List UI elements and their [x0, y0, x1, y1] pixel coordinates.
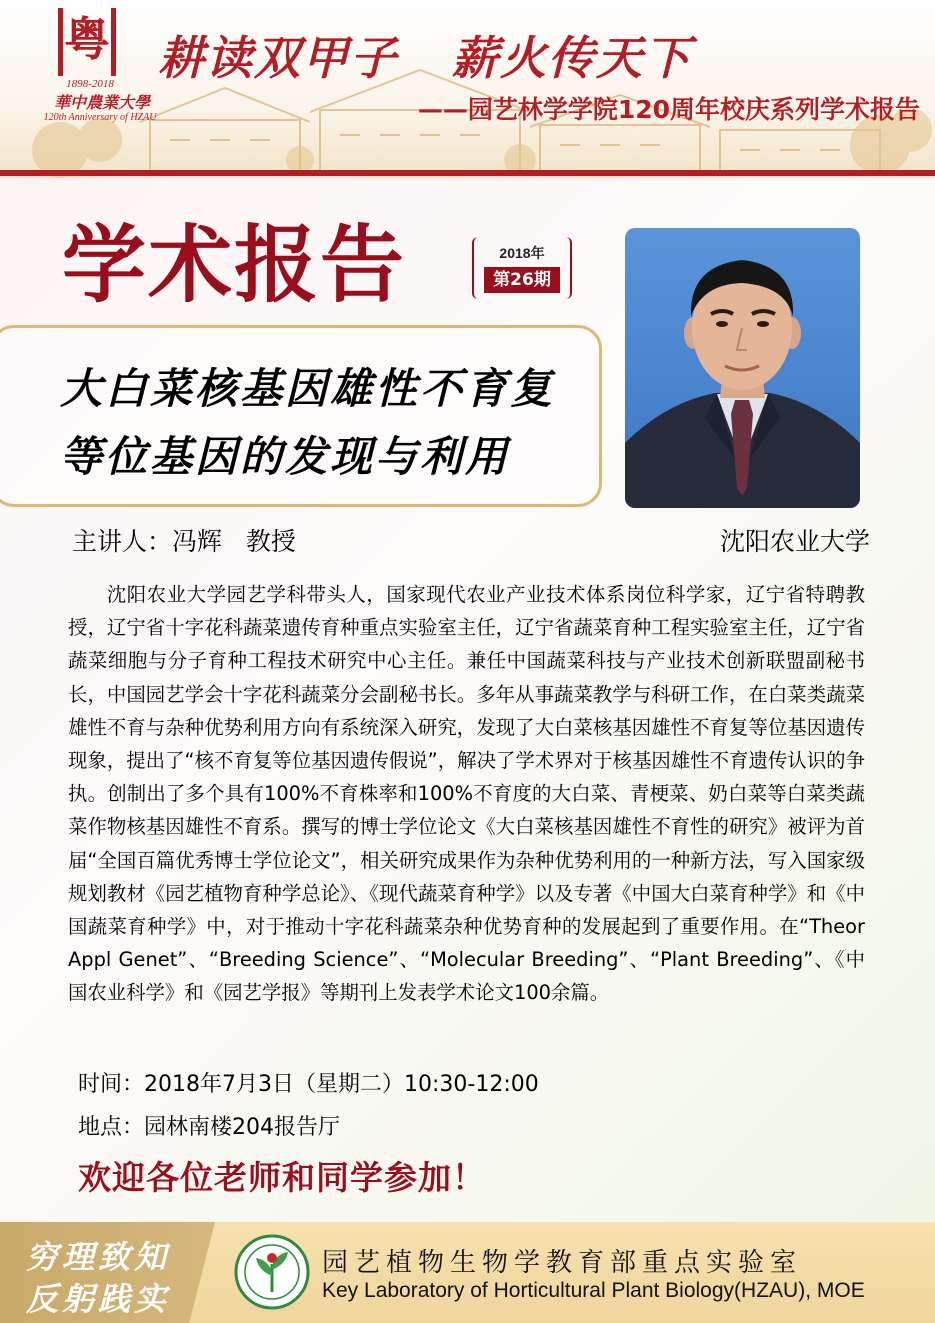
- header-divider: [0, 170, 935, 176]
- issue-number: 第26期: [484, 267, 560, 293]
- lecture-topic-line-2: 等位基因的发现与利用: [60, 432, 511, 481]
- speaker-portrait-illustration: [625, 228, 860, 508]
- university-seal-icon: 粤: [58, 8, 116, 76]
- issue-badge: [472, 237, 572, 299]
- logo-years: 1898-2018: [66, 78, 114, 90]
- motto-line-2: 反躬践实: [26, 1280, 171, 1318]
- logo-anniversary-text: 120th Anniversary of HZAU: [43, 112, 157, 123]
- speaker-affiliation: 沈阳农业大学: [719, 527, 870, 556]
- event-location: 地点：园林南楼204报告厅: [78, 1115, 340, 1140]
- event-time: 时间：2018年7月3日（星期二）10:30-12:00: [78, 1072, 539, 1097]
- header-banner: [0, 0, 935, 178]
- lecture-topic-line-1: 大白菜核基因雄性不育复: [60, 364, 556, 413]
- page-title: 学术报告: [62, 216, 407, 314]
- issue-year: 2018年: [499, 245, 545, 261]
- lab-name-english: Key Laboratory of Horticultural Plant Biology(HZAU), MOE: [322, 1279, 865, 1302]
- speaker-name: 主讲人：冯辉 教授: [72, 527, 296, 556]
- university-logo: [43, 8, 157, 123]
- lab-name-chinese: 园艺植物生物学教育部重点实验室: [322, 1248, 803, 1278]
- anniversary-slogan: 耕读双甲子 薪火传天下: [158, 31, 693, 85]
- speaker-photo: [625, 228, 860, 508]
- motto-line-1: 穷理致知: [26, 1238, 171, 1276]
- lab-emblem-icon: [234, 1234, 310, 1310]
- logo-university-name: 華中農業大學: [53, 93, 150, 112]
- speaker-biography: 沈阳农业大学园艺学科带头人，国家现代农业产业技术体系岗位科学家，辽宁省特聘教授，辽宁省十字花科蔬菜遗传育种重点实验室主任，辽宁省蔬菜育种工程实验室主任，辽宁省蔬菜细胞与分子育种工程技术研究中心主任。兼任中国蔬菜科技与产业技术创新联盟副秘书长，中国园艺学会十字花科蔬菜分会副秘书长。多年从事蔬菜教学与科研工作，在白菜类蔬菜雄性不育与杂种优势利用方向有系统深入研究，发现了大白菜核基因雄性不育复等位基因遗传现象，提出了“核不育复等位基因遗传假说”，解决了学术界对于核基因雄性不育遗传认识的争执。创制出了多个具有100%不育株率和100%不育度的大白菜、青梗菜、奶白菜等白菜类蔬菜作物核基因雄性不育系。撰写的博士学位论文《大白菜核基因雄性不育性的研究》被评为首届“全国百篇优秀博士学位论文”，相关研究成果作为杂种优势利用的一种新方法，写入国家级规划教材《园艺植物育种学总论》、《现代蔬菜育种学》以及专著《中国大白菜育种学》和《中国蔬菜育种学》中，对于推动十字花科蔬菜杂种优势育种的发展起到了重要作用。在“Theor Appl Genet”、“Breeding Science”、“Molecular Breeding”、“Plant Breeding”、《中国农业科学》和《园艺学报》等期刊上发表学术论文100余篇。: [68, 583, 865, 1005]
- lecture-series-title: ——园艺林学学院120周年校庆系列学术报告: [417, 95, 920, 124]
- welcome-message: 欢迎各位老师和同学参加！: [78, 1158, 486, 1197]
